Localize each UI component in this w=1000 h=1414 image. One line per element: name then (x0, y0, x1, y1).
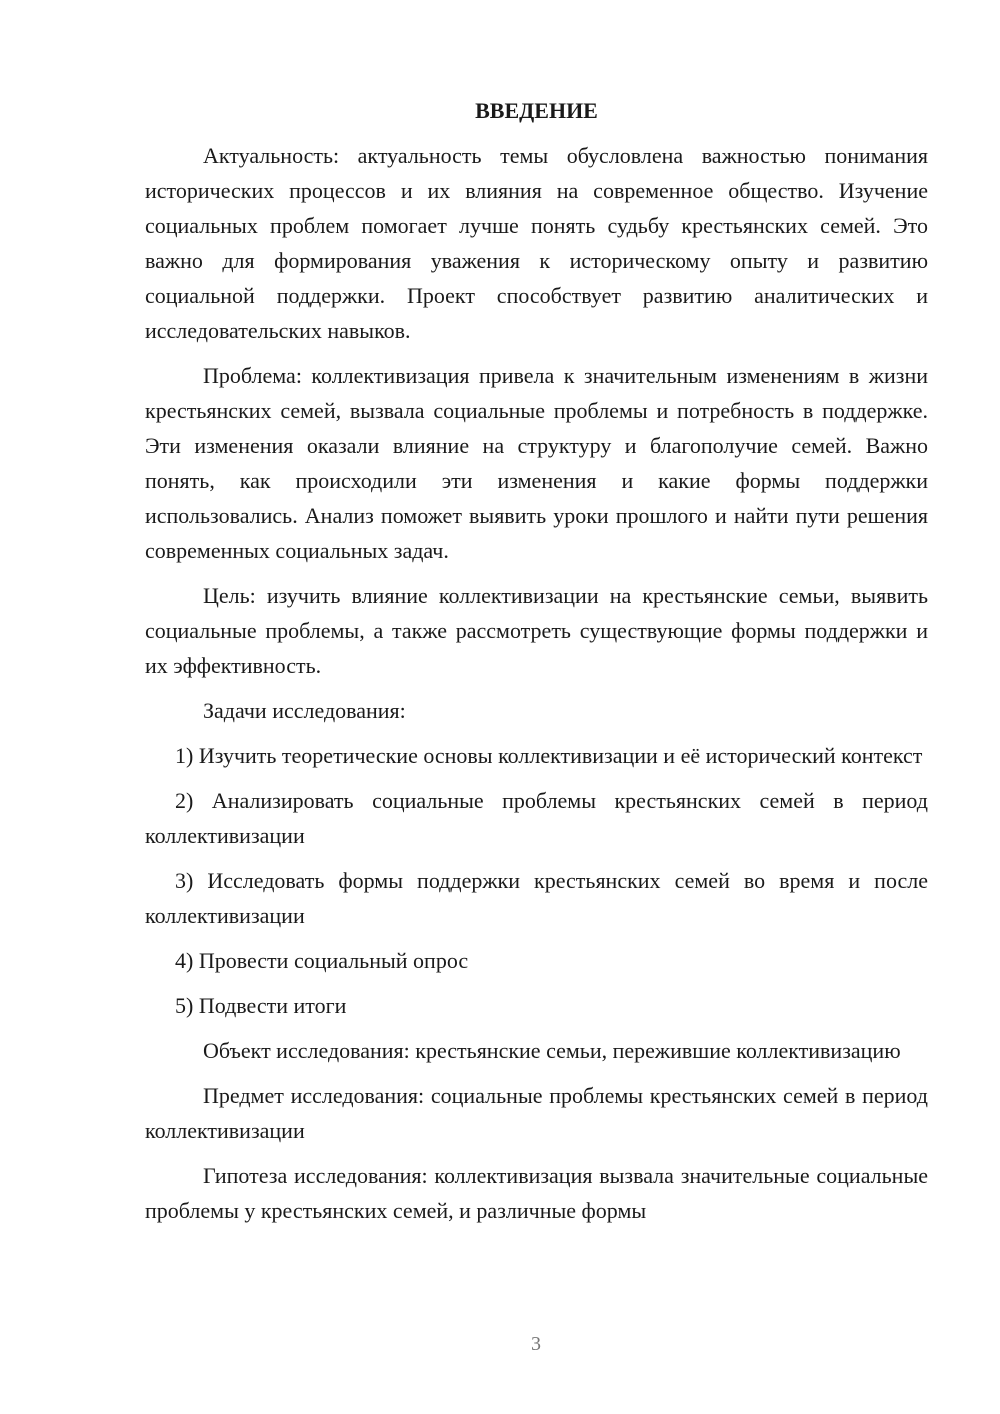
subject-paragraph: Предмет исследования: социальные проблемы крестьянских семей в период коллективизации (145, 1083, 928, 1143)
document-heading: ВВЕДЕНИЕ (475, 98, 598, 123)
goal-paragraph: Цель: изучить влияние коллективизации на крестьянские семьи, выявить социальные проблемы, а также рассмотреть существующие формы поддержки и их эффективность. (145, 583, 928, 678)
task-item-5: 5) Подвести итоги (175, 993, 347, 1018)
relevance-paragraph: Актуальность: актуальность темы обусловлена важностью понимания исторических процессов и их влияния на современное общество. Изучение социальных проблем помогает лучше понять судьбу крестьянских семей. Это важно для формирования уважения к историческому опыту и развитию социальной поддержки. Проект способствует развитию аналитических и исследовательских навыков. (145, 143, 928, 343)
object-paragraph: Объект исследования: крестьянские семьи, пережившие коллективизацию (203, 1038, 901, 1063)
document-page (145, 96, 928, 1238)
task-item-2: 2) Анализировать социальные проблемы крестьянских семей в период коллективизации (145, 788, 928, 848)
hypothesis-paragraph: Гипотеза исследования: коллективизация вызвала значительные социальные проблемы у крестьянских семей, и различные формы (145, 1163, 928, 1223)
problem-paragraph: Проблема: коллективизация привела к значительным изменениям в жизни крестьянских семей, вызвала социальные проблемы и потребность в поддержке. Эти изменения оказали влияние на структуру и благополучие семей. Важно понять, как происходили эти изменения и какие формы поддержки использовались. Анализ поможет выявить уроки прошлого и найти пути решения современных социальных задач. (145, 363, 928, 563)
task-item-4: 4) Провести социальный опрос (175, 948, 469, 973)
task-item-3: 3) Исследовать формы поддержки крестьянских семей во время и после коллективизации (145, 868, 928, 928)
task-item-1: 1) Изучить теоретические основы коллективизации и её исторический контекст (175, 743, 923, 768)
tasks-title: Задачи исследования: (203, 698, 406, 723)
page-number: 3 (531, 1333, 541, 1355)
